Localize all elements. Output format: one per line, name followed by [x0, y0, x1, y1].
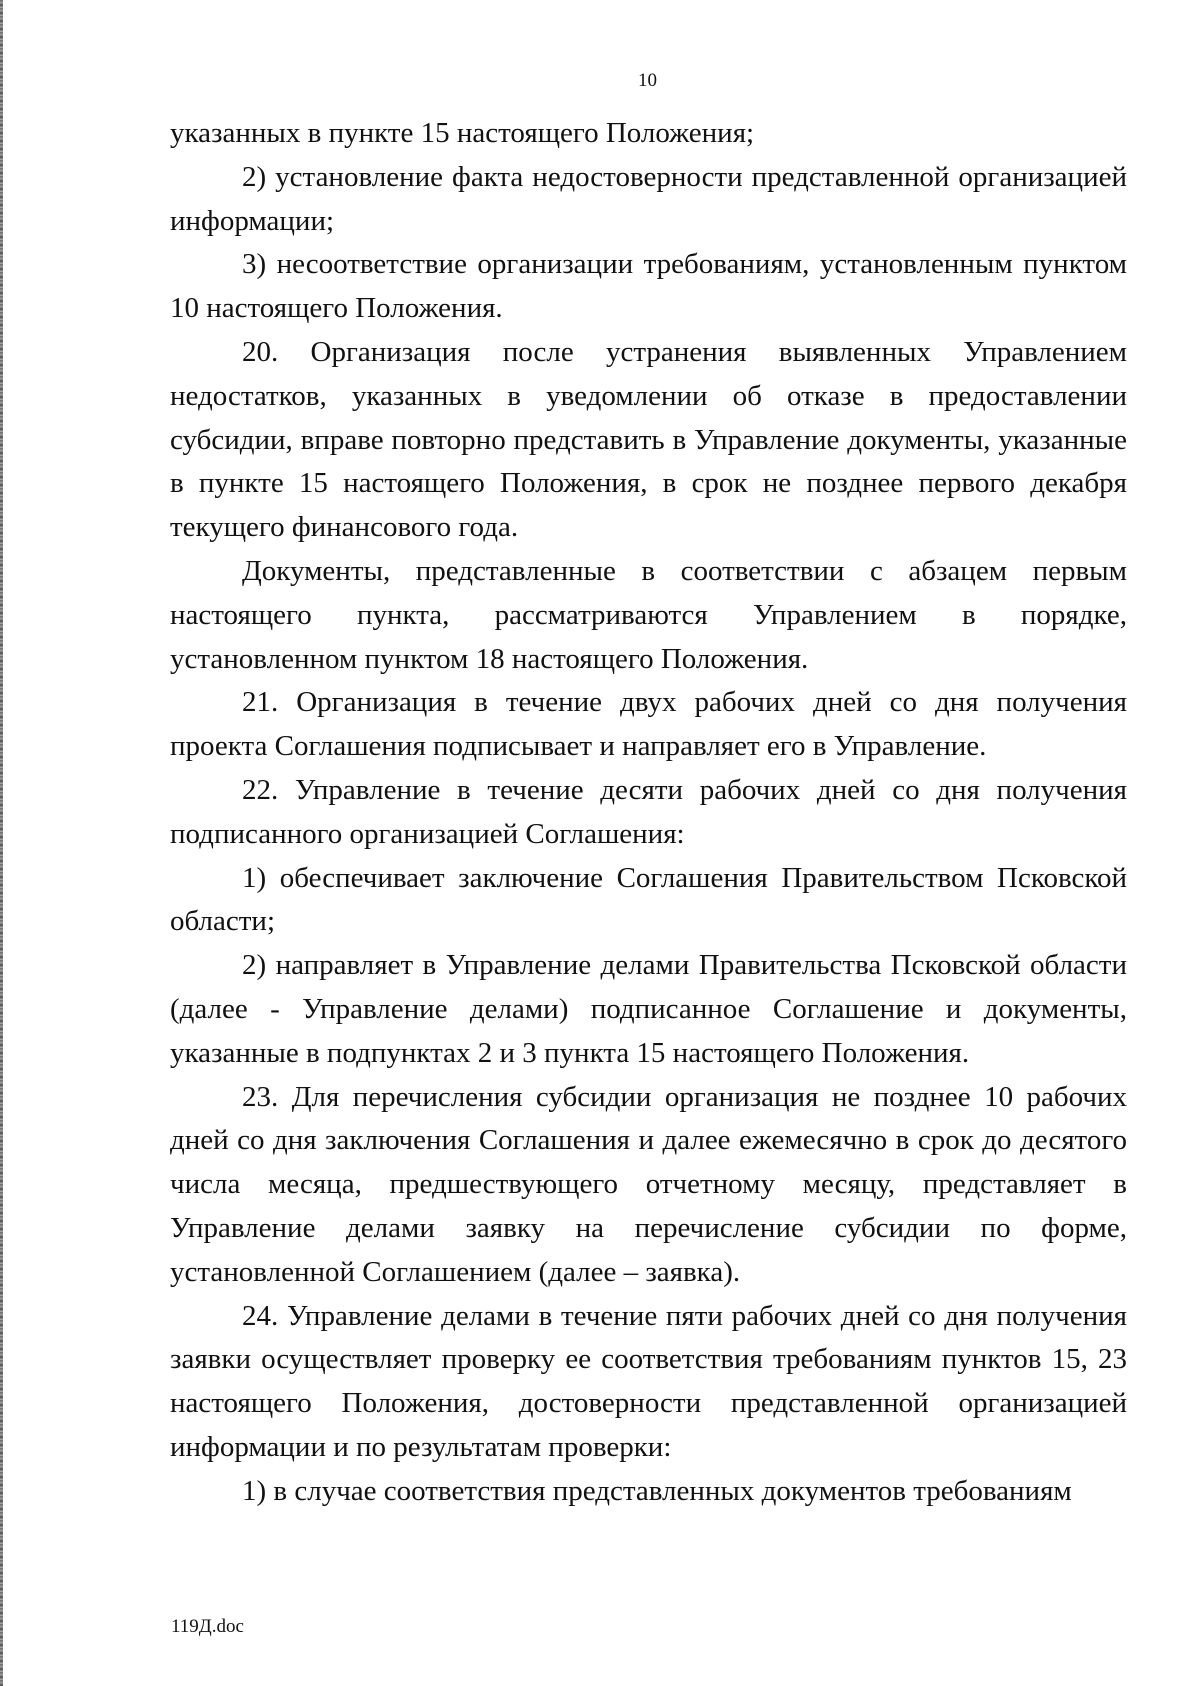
paragraph: 24. Управление делами в течение пяти рабочих дней со дня получения заявки осуществляет проверку ее соответствия требованиям пунктов 15, 23 настоящего Положения, достоверности представленной организацией информации и по результатам проверки: [170, 1299, 1127, 1463]
page-number: 10 [638, 70, 657, 91]
paragraph: 22. Управление в течение десяти рабочих дней со дня получения подписанного организацией Соглашения: [170, 773, 1127, 850]
paragraph: 2) установление факта недостоверности представленной организацией информации; [170, 160, 1127, 237]
scan-edge [0, 0, 3, 1686]
paragraph: 23. Для перечисления субсидии организация не позднее 10 рабочих дней со дня заключения Соглашения и далее ежемесячно в срок до десятого числа месяца, предшествующего отчетному месяцу, представляет в Управление делами заявку на перечисление субсидии по форме, установленной Соглашением (далее – заявка). [170, 1080, 1127, 1288]
paragraph: указанных в пункте 15 настоящего Положения; [170, 117, 755, 149]
paragraph: 21. Организация в течение двух рабочих дней со дня получения проекта Соглашения подписывает и направляет его в Управление. [170, 686, 1127, 763]
paragraph: 3) несоответствие организации требованиям, установленным пунктом 10 настоящего Положения. [170, 248, 1127, 325]
paragraph: 1) обеспечивает заключение Соглашения Правительством Псковской области; [170, 861, 1127, 938]
paragraph: 20. Организация после устранения выявленных Управлением недостатков, указанных в уведомлении об отказе в предоставлении субсидии, вправе повторно представить в Управление документы, указанные в пункте 15 настоящего Положения, в срок не позднее первого декабря текущего финансового года. [170, 335, 1127, 544]
paragraph: 1) в случае соответствия представленных документов требованиям [242, 1474, 1072, 1507]
paragraph: Документы, представленные в соответствии с абзацем первым настоящего пункта, рассматриваются Управлением в порядке, установленном пунктом 18 настоящего Положения. [170, 554, 1127, 675]
paragraph: 2) направляет в Управление делами Правительства Псковской области (далее - Управление делами) подписанное Соглашение и документы, указанные в подпунктах 2 и 3 пункта 15 настоящего Положения. [170, 949, 1127, 1069]
footer-filename: 119Д.doc [171, 1616, 244, 1637]
document-body [170, 112, 1127, 1514]
